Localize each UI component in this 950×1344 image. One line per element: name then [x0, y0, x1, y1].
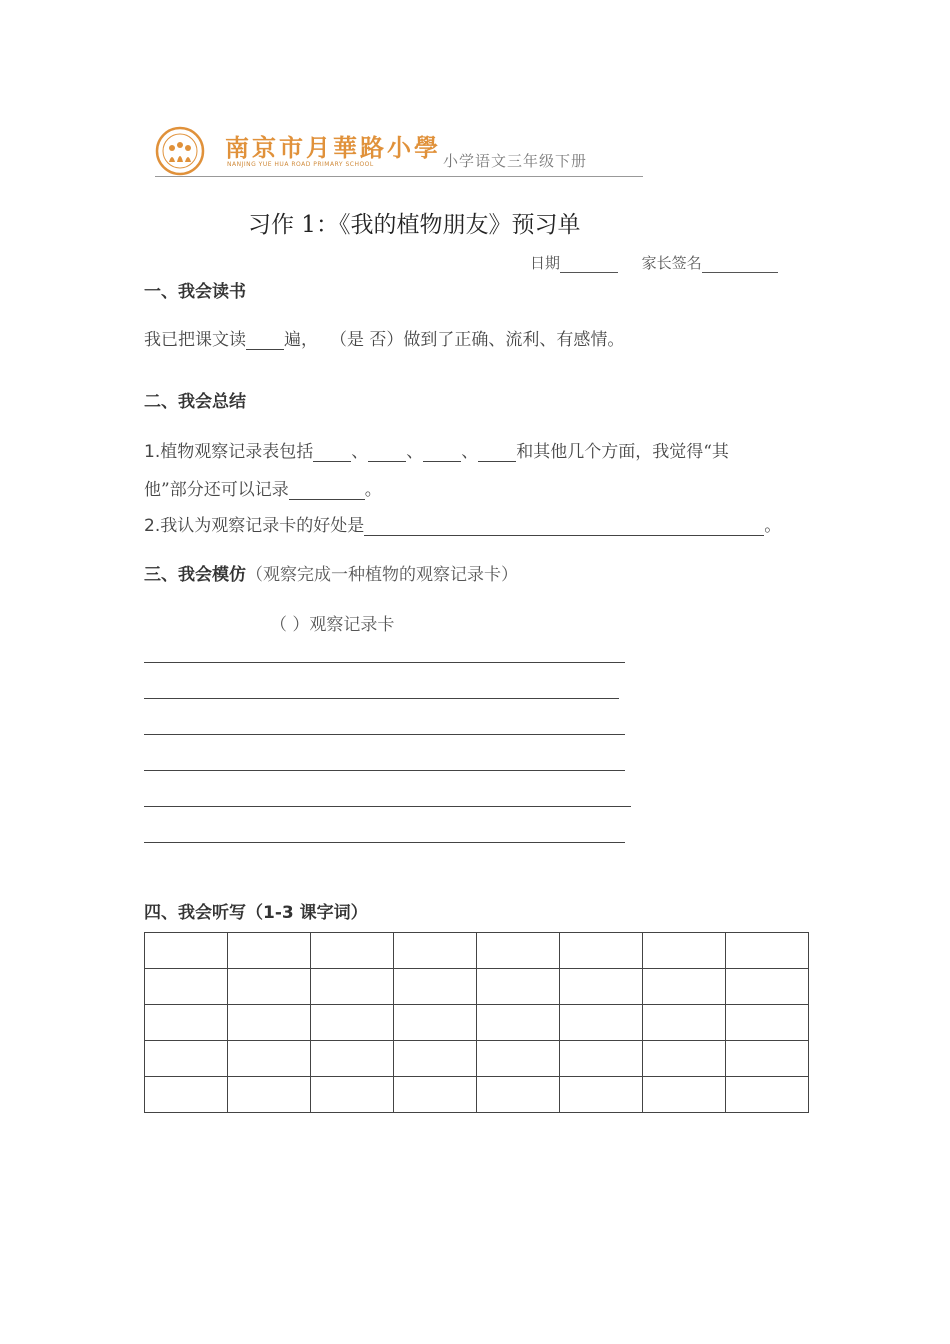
parent-signature-blank[interactable] — [702, 258, 778, 273]
grid-cell[interactable] — [228, 969, 311, 1005]
grid-cell[interactable] — [560, 933, 643, 969]
q2-blank[interactable] — [364, 517, 764, 536]
grid-cell[interactable] — [145, 969, 228, 1005]
school-emblem-icon — [155, 126, 205, 176]
writing-line-2[interactable] — [144, 698, 619, 699]
grid-cell[interactable] — [311, 1077, 394, 1113]
observation-card-title: （ ）观察记录卡 — [270, 615, 395, 635]
grid-cell[interactable] — [477, 1005, 560, 1041]
grid-cell[interactable] — [643, 1041, 726, 1077]
section2-heading: 二、我会总结 — [144, 392, 246, 412]
section2-q2-line: 2.我认为观察记录卡的好处是 。 — [144, 516, 782, 536]
section3-heading: 三、我会模仿（观察完成一种植物的观察记录卡） — [144, 565, 518, 585]
writing-line-6[interactable] — [144, 842, 625, 843]
grid-cell[interactable] — [643, 1077, 726, 1113]
grid-cell[interactable] — [228, 1041, 311, 1077]
school-name-en: NANJING YUE HUA ROAD PRIMARY SCHOOL — [227, 161, 374, 168]
grid-cell[interactable] — [394, 969, 477, 1005]
grid-cell[interactable] — [477, 969, 560, 1005]
grid-cell[interactable] — [477, 933, 560, 969]
grid-cell[interactable] — [477, 1041, 560, 1077]
grid-cell[interactable] — [394, 1041, 477, 1077]
grid-cell[interactable] — [477, 1077, 560, 1113]
grid-cell[interactable] — [726, 933, 809, 969]
grid-row — [145, 933, 809, 969]
grid-cell[interactable] — [145, 1041, 228, 1077]
grid-cell[interactable] — [726, 1041, 809, 1077]
grid-cell[interactable] — [394, 1077, 477, 1113]
grid-cell[interactable] — [228, 933, 311, 969]
grid-cell[interactable] — [311, 933, 394, 969]
grid-cell[interactable] — [560, 1041, 643, 1077]
grid-cell[interactable] — [560, 969, 643, 1005]
writing-line-4[interactable] — [144, 770, 625, 771]
grid-row — [145, 1077, 809, 1113]
q1-blank-4[interactable] — [478, 443, 516, 462]
grid-cell[interactable] — [145, 933, 228, 969]
grid-cell[interactable] — [726, 1005, 809, 1041]
grid-cell[interactable] — [311, 1005, 394, 1041]
date-signature-row — [530, 252, 778, 273]
section2-q1-line1: 1.植物观察记录表包括 、 、 、 和其他几个方面，我觉得“其 — [144, 442, 729, 462]
section1-line: 我已把课文读 遍， （是 否）做到了正确、流利、有感情。 — [144, 330, 625, 350]
grid-cell[interactable] — [228, 1005, 311, 1041]
grid-cell[interactable] — [643, 933, 726, 969]
read-count-blank[interactable] — [246, 331, 284, 350]
grid-cell[interactable] — [726, 969, 809, 1005]
grid-cell[interactable] — [311, 1041, 394, 1077]
q1-blank-2[interactable] — [368, 443, 406, 462]
grid-cell[interactable] — [145, 1077, 228, 1113]
grid-cell[interactable] — [643, 969, 726, 1005]
section2-q1-line2: 他”部分还可以记录 。 — [144, 480, 382, 500]
grid-cell[interactable] — [643, 1005, 726, 1041]
grid-row — [145, 1005, 809, 1041]
grid-cell[interactable] — [560, 1005, 643, 1041]
grid-cell[interactable] — [311, 969, 394, 1005]
q1-blank-3[interactable] — [423, 443, 461, 462]
grid-row — [145, 969, 809, 1005]
date-label: 日期 — [530, 254, 561, 272]
page-title: 习作 1：《我的植物朋友》预习单 — [248, 212, 581, 238]
grid-cell[interactable] — [726, 1077, 809, 1113]
section1-heading: 一、我会读书 — [144, 282, 246, 302]
parent-signature-label: 家长签名 — [641, 254, 702, 272]
grid-row — [145, 1041, 809, 1077]
writing-line-3[interactable] — [144, 734, 625, 735]
date-blank[interactable] — [560, 258, 618, 273]
section4-heading: 四、我会听写（1-3 课字词） — [144, 903, 368, 923]
grid-cell[interactable] — [394, 933, 477, 969]
q1-blank-1[interactable] — [313, 443, 351, 462]
writing-line-5[interactable] — [144, 806, 631, 807]
grid-cell[interactable] — [228, 1077, 311, 1113]
subject-label: 小学语文三年级下册 — [443, 152, 588, 170]
q1-other-blank[interactable] — [289, 481, 365, 500]
dictation-grid — [144, 932, 809, 1113]
school-header — [155, 120, 643, 177]
grid-cell[interactable] — [394, 1005, 477, 1041]
writing-line-1[interactable] — [144, 662, 625, 663]
grid-cell[interactable] — [560, 1077, 643, 1113]
school-name-cn: 南京市月華路小學 — [225, 133, 441, 162]
grid-cell[interactable] — [145, 1005, 228, 1041]
